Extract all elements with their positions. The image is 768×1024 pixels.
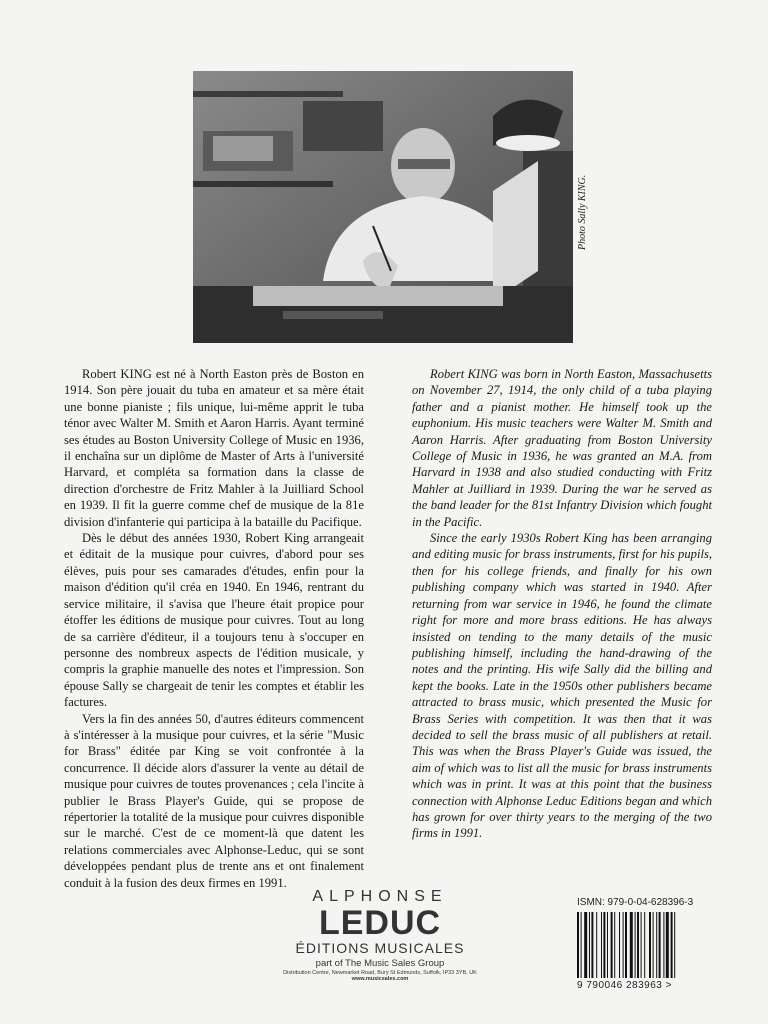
- barcode-bar: [623, 912, 624, 978]
- barcode-number: 9 790046 283963 >: [577, 980, 672, 991]
- barcode-bar: [601, 912, 602, 978]
- barcode-bar: [656, 912, 657, 978]
- french-column: [64, 366, 364, 891]
- barcode-bar: [635, 912, 636, 978]
- barcode-bar: [584, 912, 587, 978]
- photo-credit: Photo Sally KING.: [577, 174, 588, 250]
- barcode-bar: [637, 912, 639, 978]
- ismn-label: ISMN: 979-0-04-628396-3: [577, 897, 694, 908]
- logo-leduc: LEDUC: [318, 904, 442, 942]
- barcode-bar: [577, 912, 579, 978]
- english-paragraph-1: Robert KING was born in North Easton, Massachusetts on November 27, 1914, the only child of a tuba playing father and a pianist mother. He himself took up the euphonium. His music teachers were Walter M. Smith and Aaron Harris. After graduating from Boston University College of Music in 1936, he was granted an M.A. from Harvard in 1938 and also studied conducting with Fritz Mahler at Juilliard in 1939. During the war he served as the band leader for the 81st Infantry Division which fought in the Pacific.: [412, 367, 712, 529]
- french-paragraph-2: Dès le début des années 1930, Robert King arrangeait et éditait de la musique pour cuivres, d'abord pour ses élèves, puis pour ses camarades d'études, enfin pour la maison d'édition qu'il créa en 1940. En 1946, rentrant du service militaire, il s'avisa que l'heure était propice pour étoffer les éditions de musique pour cuivres. Tout au long de sa carrière d'éditeur, il a toujours tenu à s'occuper en personne des nombreux aspects de l'édition musicale, y compris la graphie manuelle des notes et l'impression. Son épouse Sally se chargeait de tenir les comptes et établir les factures.: [64, 531, 364, 710]
- portrait-photo: [193, 71, 573, 343]
- logo-editions: ÉDITIONS MUSICALES: [295, 940, 465, 956]
- barcode-bar: [619, 912, 620, 978]
- barcode-bar: [625, 912, 627, 978]
- barcode-bar: [596, 912, 597, 978]
- barcode-bar: [607, 912, 608, 978]
- barcode-bar: [641, 912, 642, 978]
- barcode-bar: [659, 912, 661, 978]
- barcode-bar: [611, 912, 613, 978]
- barcode: [577, 912, 705, 978]
- barcode-bar: [644, 912, 645, 978]
- barcode-bar: [674, 912, 675, 978]
- barcode-bar: [630, 912, 633, 978]
- french-paragraph-1: Robert KING est né à North Easton près de Boston en 1914. Son père jouait du tuba en amateur et sa mère était une bonne pianiste ; fils unique, lui-même apprit le tuba ténor avec Walter M. Smith et Aaron Harris. Ayant terminé ses études au Boston University College of Music en 1936, il enchaîna sur un diplôme de Master of Arts à l'université Harvard, et compléta sa formation dans la classe de direction d'orchestre de Fritz Mahler à la Juilliard School en 1939. Il fit la guerre comme chef de musique de la 81e division d'infanterie qui participa à la bataille du Pacifique.: [64, 367, 364, 529]
- english-column: [412, 366, 712, 842]
- barcode-bar: [649, 912, 651, 978]
- barcode-bar: [671, 912, 673, 978]
- barcode-bar: [666, 912, 669, 978]
- barcode-bar: [614, 912, 615, 978]
- logo-alphonse: ALPHONSE: [312, 888, 448, 905]
- barcode-bar: [581, 912, 582, 978]
- publisher-address: Distribution Centre, Newmarket Road, Bury St Edmunds, Suffolk, IP33 3YB, UK: [283, 970, 477, 976]
- english-paragraph-2: Since the early 1930s Robert King has been arranging and editing music for brass instruments, first for his pupils, then for his college friends, and finally for his own publishing company which was started in 1940. After returning from war service in 1946, he found the climate right for more and more brass editions. He has always insisted on tending to the many details of the music publishing himself, including the hand-drawing of the notes and the printing. His wife Sally did the billing and kept the books. Late in the 1950s other publishers became attracted to brass music, which presented the Music for Brass Series with competition. It was then that it was decided to sell the brass music of all publishers at retail. This was when the Brass Player's Guide was issued, the aim of which was to list all the music for brass instruments which was in print. It was at this point that the business connection with Alphonse Leduc Editions began and which has grown for over thirty years to the merging of the two firms in 1991.: [412, 531, 712, 841]
- publisher-logo: [270, 888, 490, 982]
- barcode-bar: [663, 912, 664, 978]
- barcode-bar: [591, 912, 593, 978]
- barcode-bar: [653, 912, 654, 978]
- french-paragraph-3: Vers la fin des années 50, d'autres éditeurs commencent à s'intéresser à la musique pour cuivres, et la série "Music for Brass" éditée par King se voit confrontée à la concurrence. Il décide alors d'assurer la vente au détail de musique pour cuivres de toutes provenances ; cela l'incite à publier le Brass Player's Guide, qui se propose de répertorier la totalité de la musique pour cuivres disponible sur le marché. C'est de ce moment-là que datent les relations commerciales avec Alphonse-Leduc, qui se sont développées pendant plus de trente ans et ont finalement conduit à la fusion des deux firmes en 1991.: [64, 711, 364, 890]
- publisher-website: www.musicsales.com: [351, 976, 409, 982]
- publisher-group: part of The Music Sales Group: [315, 958, 445, 969]
- barcode-bar: [603, 912, 605, 978]
- barcode-bar: [589, 912, 590, 978]
